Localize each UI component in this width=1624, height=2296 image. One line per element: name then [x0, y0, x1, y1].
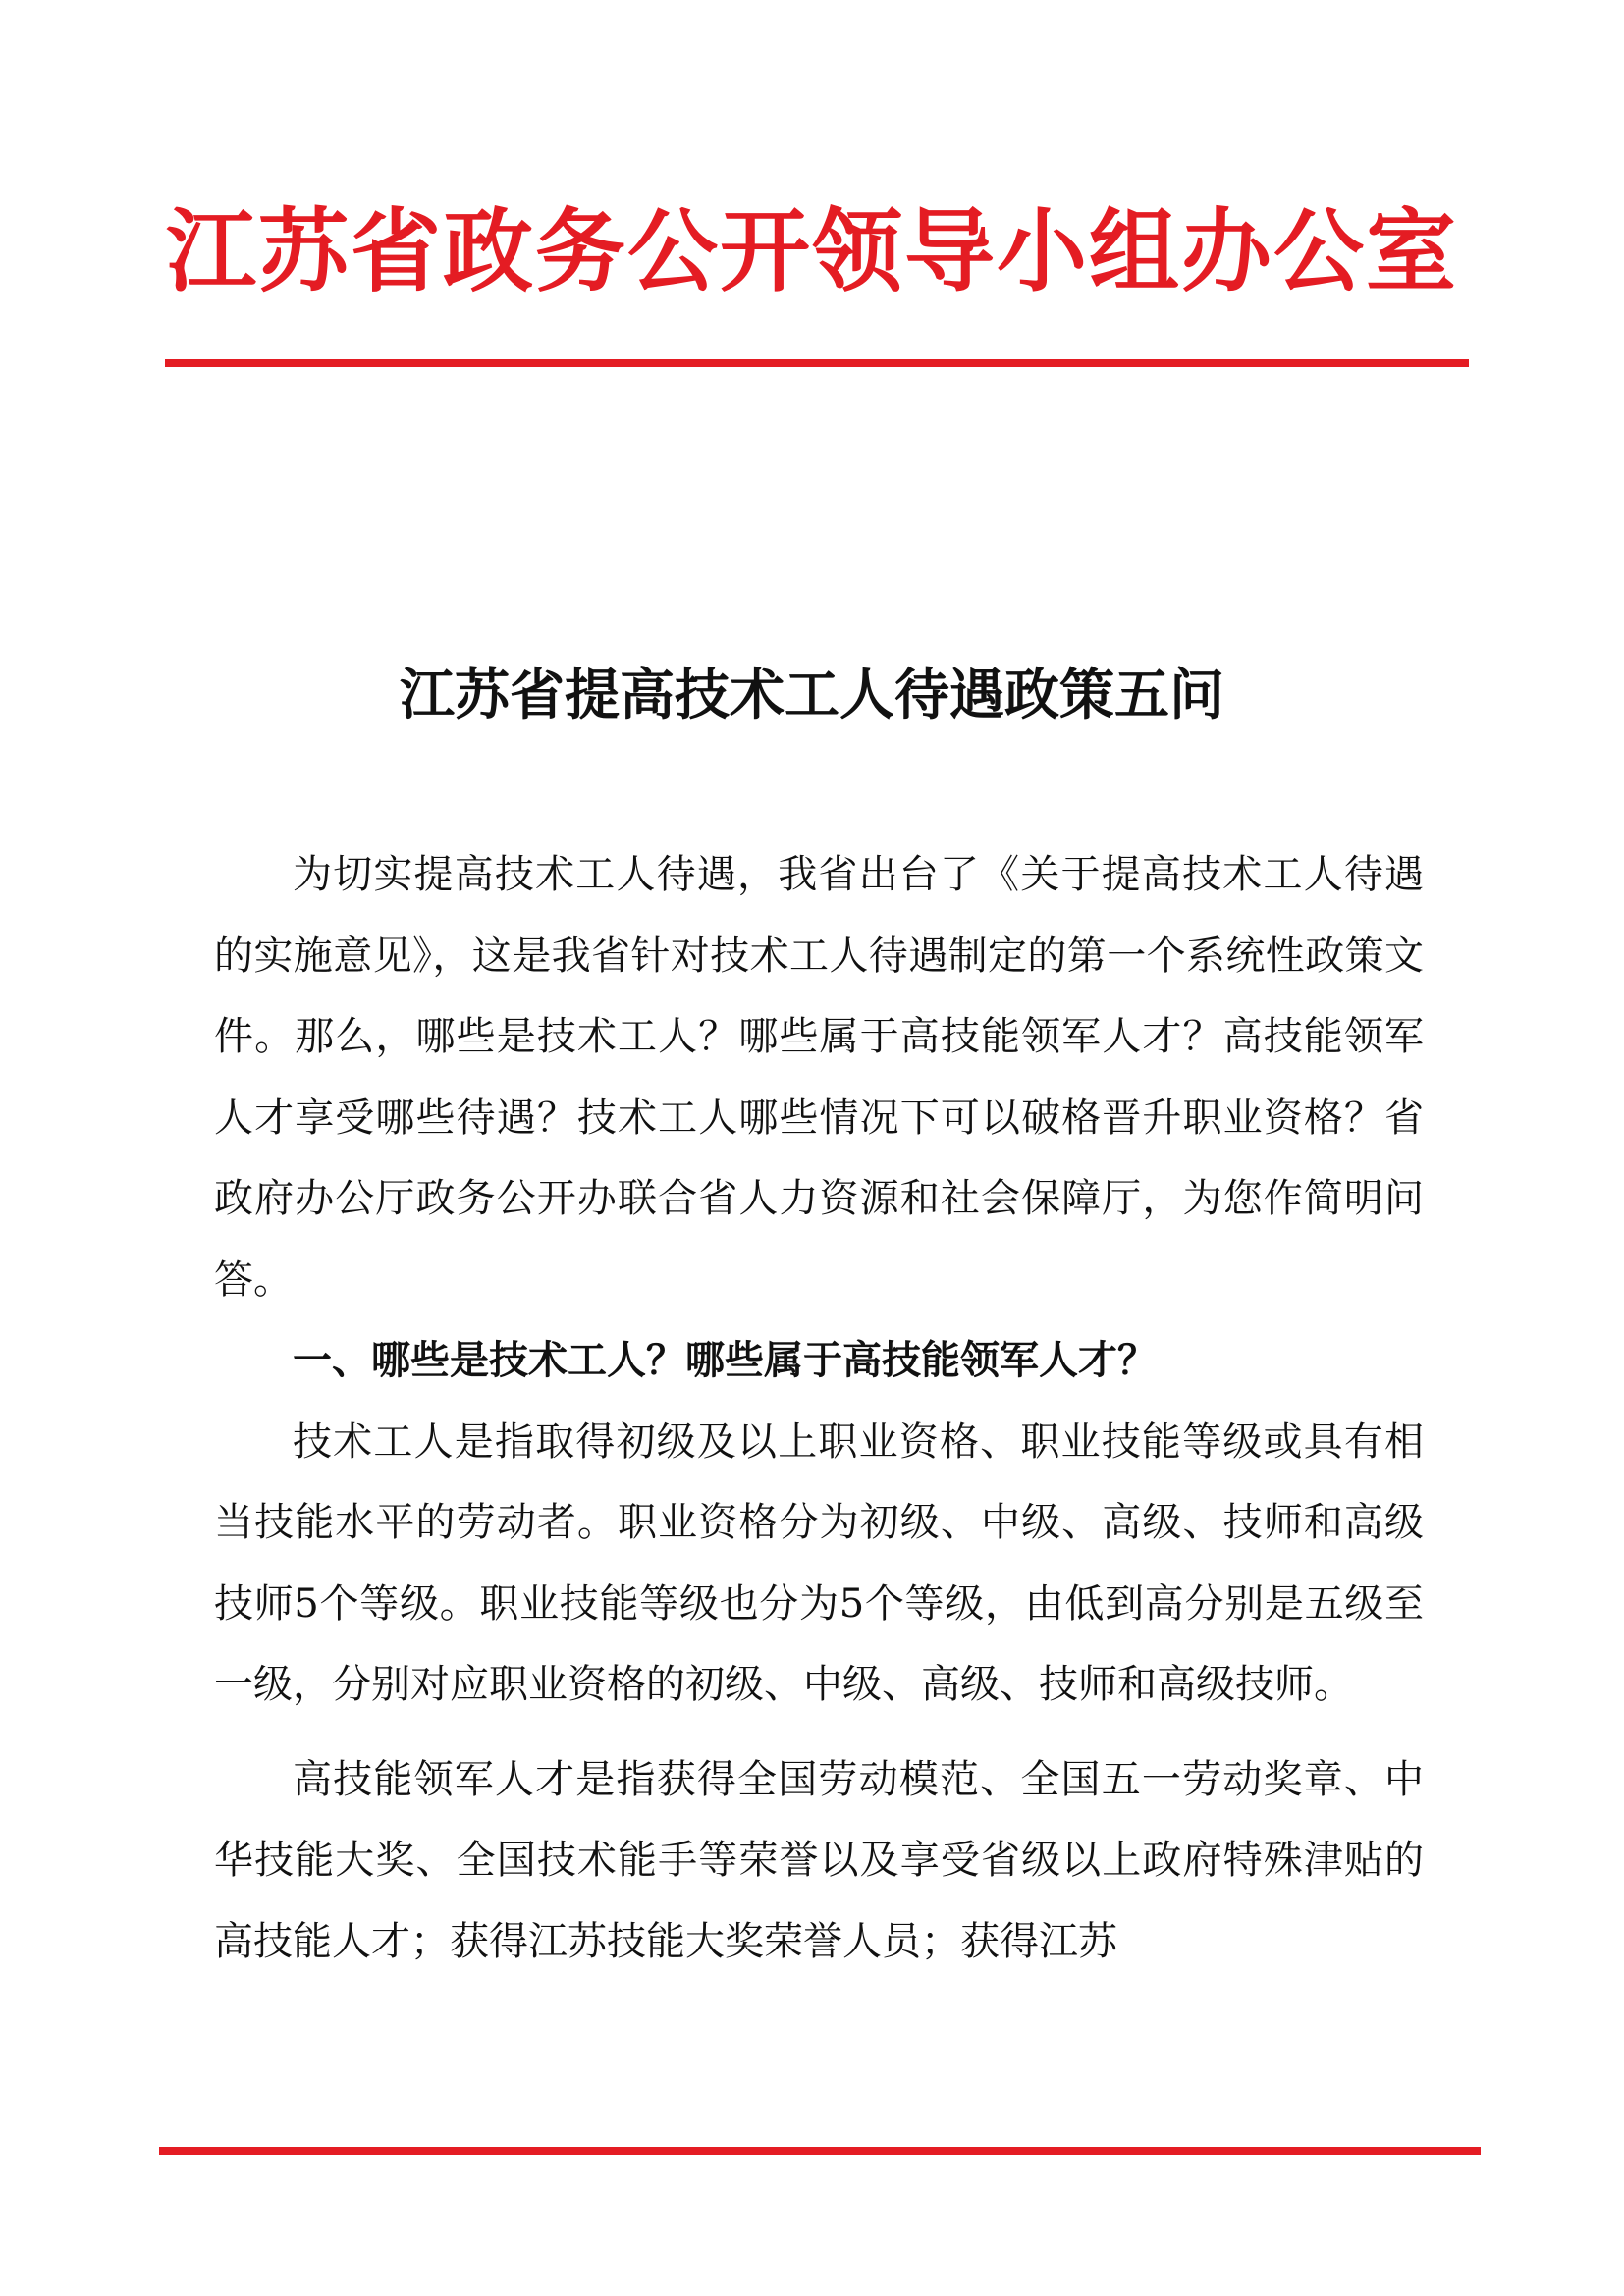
body-paragraph: 高技能领军人才是指获得全国劳动模范、全国五一劳动奖章、中华技能大奖、全国技术能手等荣誉以及享受省级以上政府特殊津贴的高技能人才；获得江苏技能大奖荣誉人员；获得江苏	[214, 1756, 1424, 1964]
section-heading-1: 一、哪些是技术工人？哪些属于高技能领军人才？	[293, 1338, 1157, 1383]
intro-paragraph: 为切实提高技术工人待遇，我省出台了《关于提高技术工人待遇的实施意见》，这是我省针对技术工人待遇制定的第一个系统性政策文件。那么，哪些是技术工人？哪些属于高技能领军人才？高技能领军人才享受哪些待遇？技术工人哪些情况下可以破格晋升职业资格？省政府办公厅政务公开办联合省人力资源和社会保障厅，为您作简明问答。	[214, 852, 1424, 1303]
issuer-masthead: 江苏省政务公开领导小组办公室	[165, 198, 1458, 304]
body-paragraph: 技术工人是指取得初级及以上职业资格、职业技能等级或具有相当技能水平的劳动者。职业资格分为初级、中级、高级、技师和高级技师5个等级。职业技能等级也分为5个等级，由低到高分别是五级至一级，分别对应职业资格的初级、中级、高级、技师和高级技师。	[214, 1418, 1424, 1707]
document-title: 江苏省提高技术工人待遇政策五问	[400, 663, 1224, 727]
bottom-red-rule	[159, 2147, 1481, 2155]
top-red-rule	[165, 359, 1469, 367]
document-body	[214, 834, 1424, 1982]
